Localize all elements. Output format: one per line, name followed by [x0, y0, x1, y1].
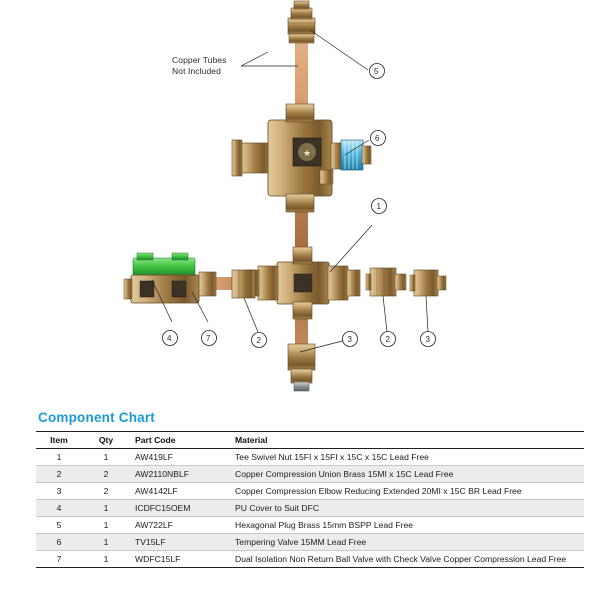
- balloon-6: 6: [375, 133, 380, 143]
- dual-isolation-ball-valve: [124, 253, 255, 303]
- copper-tubes-note-line2: Not Included: [172, 66, 221, 76]
- cell-part-code: AW4142LF: [130, 483, 230, 500]
- balloon-7: 7: [206, 333, 211, 343]
- cell-qty: 1: [82, 517, 130, 534]
- cell-part-code: ICDFC15OEM: [130, 500, 230, 517]
- balloon-2-lower: 2: [256, 335, 262, 345]
- cell-item: 4: [36, 500, 82, 517]
- balloon-5-top: 5: [374, 66, 379, 76]
- compression-elbow-right: [410, 270, 446, 296]
- balloon-2-right: 2: [385, 334, 391, 344]
- cell-material: Copper Compression Elbow Reducing Extended 20MI x 15C BR Lead Free: [230, 483, 584, 500]
- cell-qty: 1: [82, 449, 130, 466]
- cell-qty: 2: [82, 466, 130, 483]
- column-header-part-code: Part Code: [130, 432, 230, 449]
- cell-material: Tempering Valve 15MM Lead Free: [230, 534, 584, 551]
- table-row: [36, 466, 584, 483]
- column-header-material: Material: [230, 432, 584, 449]
- component-chart-section: [36, 410, 584, 568]
- compression-union-right: [366, 268, 406, 296]
- balloon-4: 4: [167, 333, 172, 343]
- component-chart-table: [36, 431, 584, 568]
- column-header-item: Item: [36, 432, 82, 449]
- table-row: [36, 500, 584, 517]
- balloon-1: 1: [376, 201, 382, 211]
- cell-material: Tee Swivel Nut 15FI x 15FI x 15C x 15C Lead Free: [230, 449, 584, 466]
- cell-part-code: AW722LF: [130, 517, 230, 534]
- compression-elbow-bottom: [288, 344, 315, 391]
- copper-tubes-note-line1: Copper Tubes: [172, 55, 227, 65]
- column-header-qty: Qty: [82, 432, 130, 449]
- cell-part-code: TV15LF: [130, 534, 230, 551]
- hex-plug-top: [288, 1, 315, 34]
- cell-material: Hexagonal Plug Brass 15mm BSPP Lead Free: [230, 517, 584, 534]
- cell-material: Dual Isolation Non Return Ball Valve with Check Valve Copper Compression Lead Free: [230, 551, 584, 568]
- compression-elbow-top: [289, 34, 314, 43]
- cell-material: PU Cover to Suit DFC: [230, 500, 584, 517]
- cell-qty: 1: [82, 551, 130, 568]
- table-row: [36, 449, 584, 466]
- svg-text:★: ★: [302, 148, 312, 158]
- cell-qty: 1: [82, 534, 130, 551]
- balloon-3-right: 3: [425, 334, 431, 344]
- cell-part-code: AW419LF: [130, 449, 230, 466]
- cell-part-code: WDFC15LF: [130, 551, 230, 568]
- cell-part-code: AW2110NBLF: [130, 466, 230, 483]
- tempering-valve: [232, 104, 371, 212]
- balloon-3-lower: 3: [347, 334, 353, 344]
- cell-item: 6: [36, 534, 82, 551]
- cell-qty: 2: [82, 483, 130, 500]
- cell-item: 1: [36, 449, 82, 466]
- table-row: [36, 551, 584, 568]
- cell-qty: 1: [82, 500, 130, 517]
- component-chart-title: Component Chart: [38, 410, 155, 425]
- cell-material: Copper Compression Union Brass 15MI x 15C Lead Free: [230, 466, 584, 483]
- table-row: [36, 534, 584, 551]
- cell-item: 5: [36, 517, 82, 534]
- table-row: [36, 517, 584, 534]
- table-header-row: [36, 432, 584, 449]
- cell-item: 3: [36, 483, 82, 500]
- table-row: [36, 483, 584, 500]
- cell-item: 7: [36, 551, 82, 568]
- cell-item: 2: [36, 466, 82, 483]
